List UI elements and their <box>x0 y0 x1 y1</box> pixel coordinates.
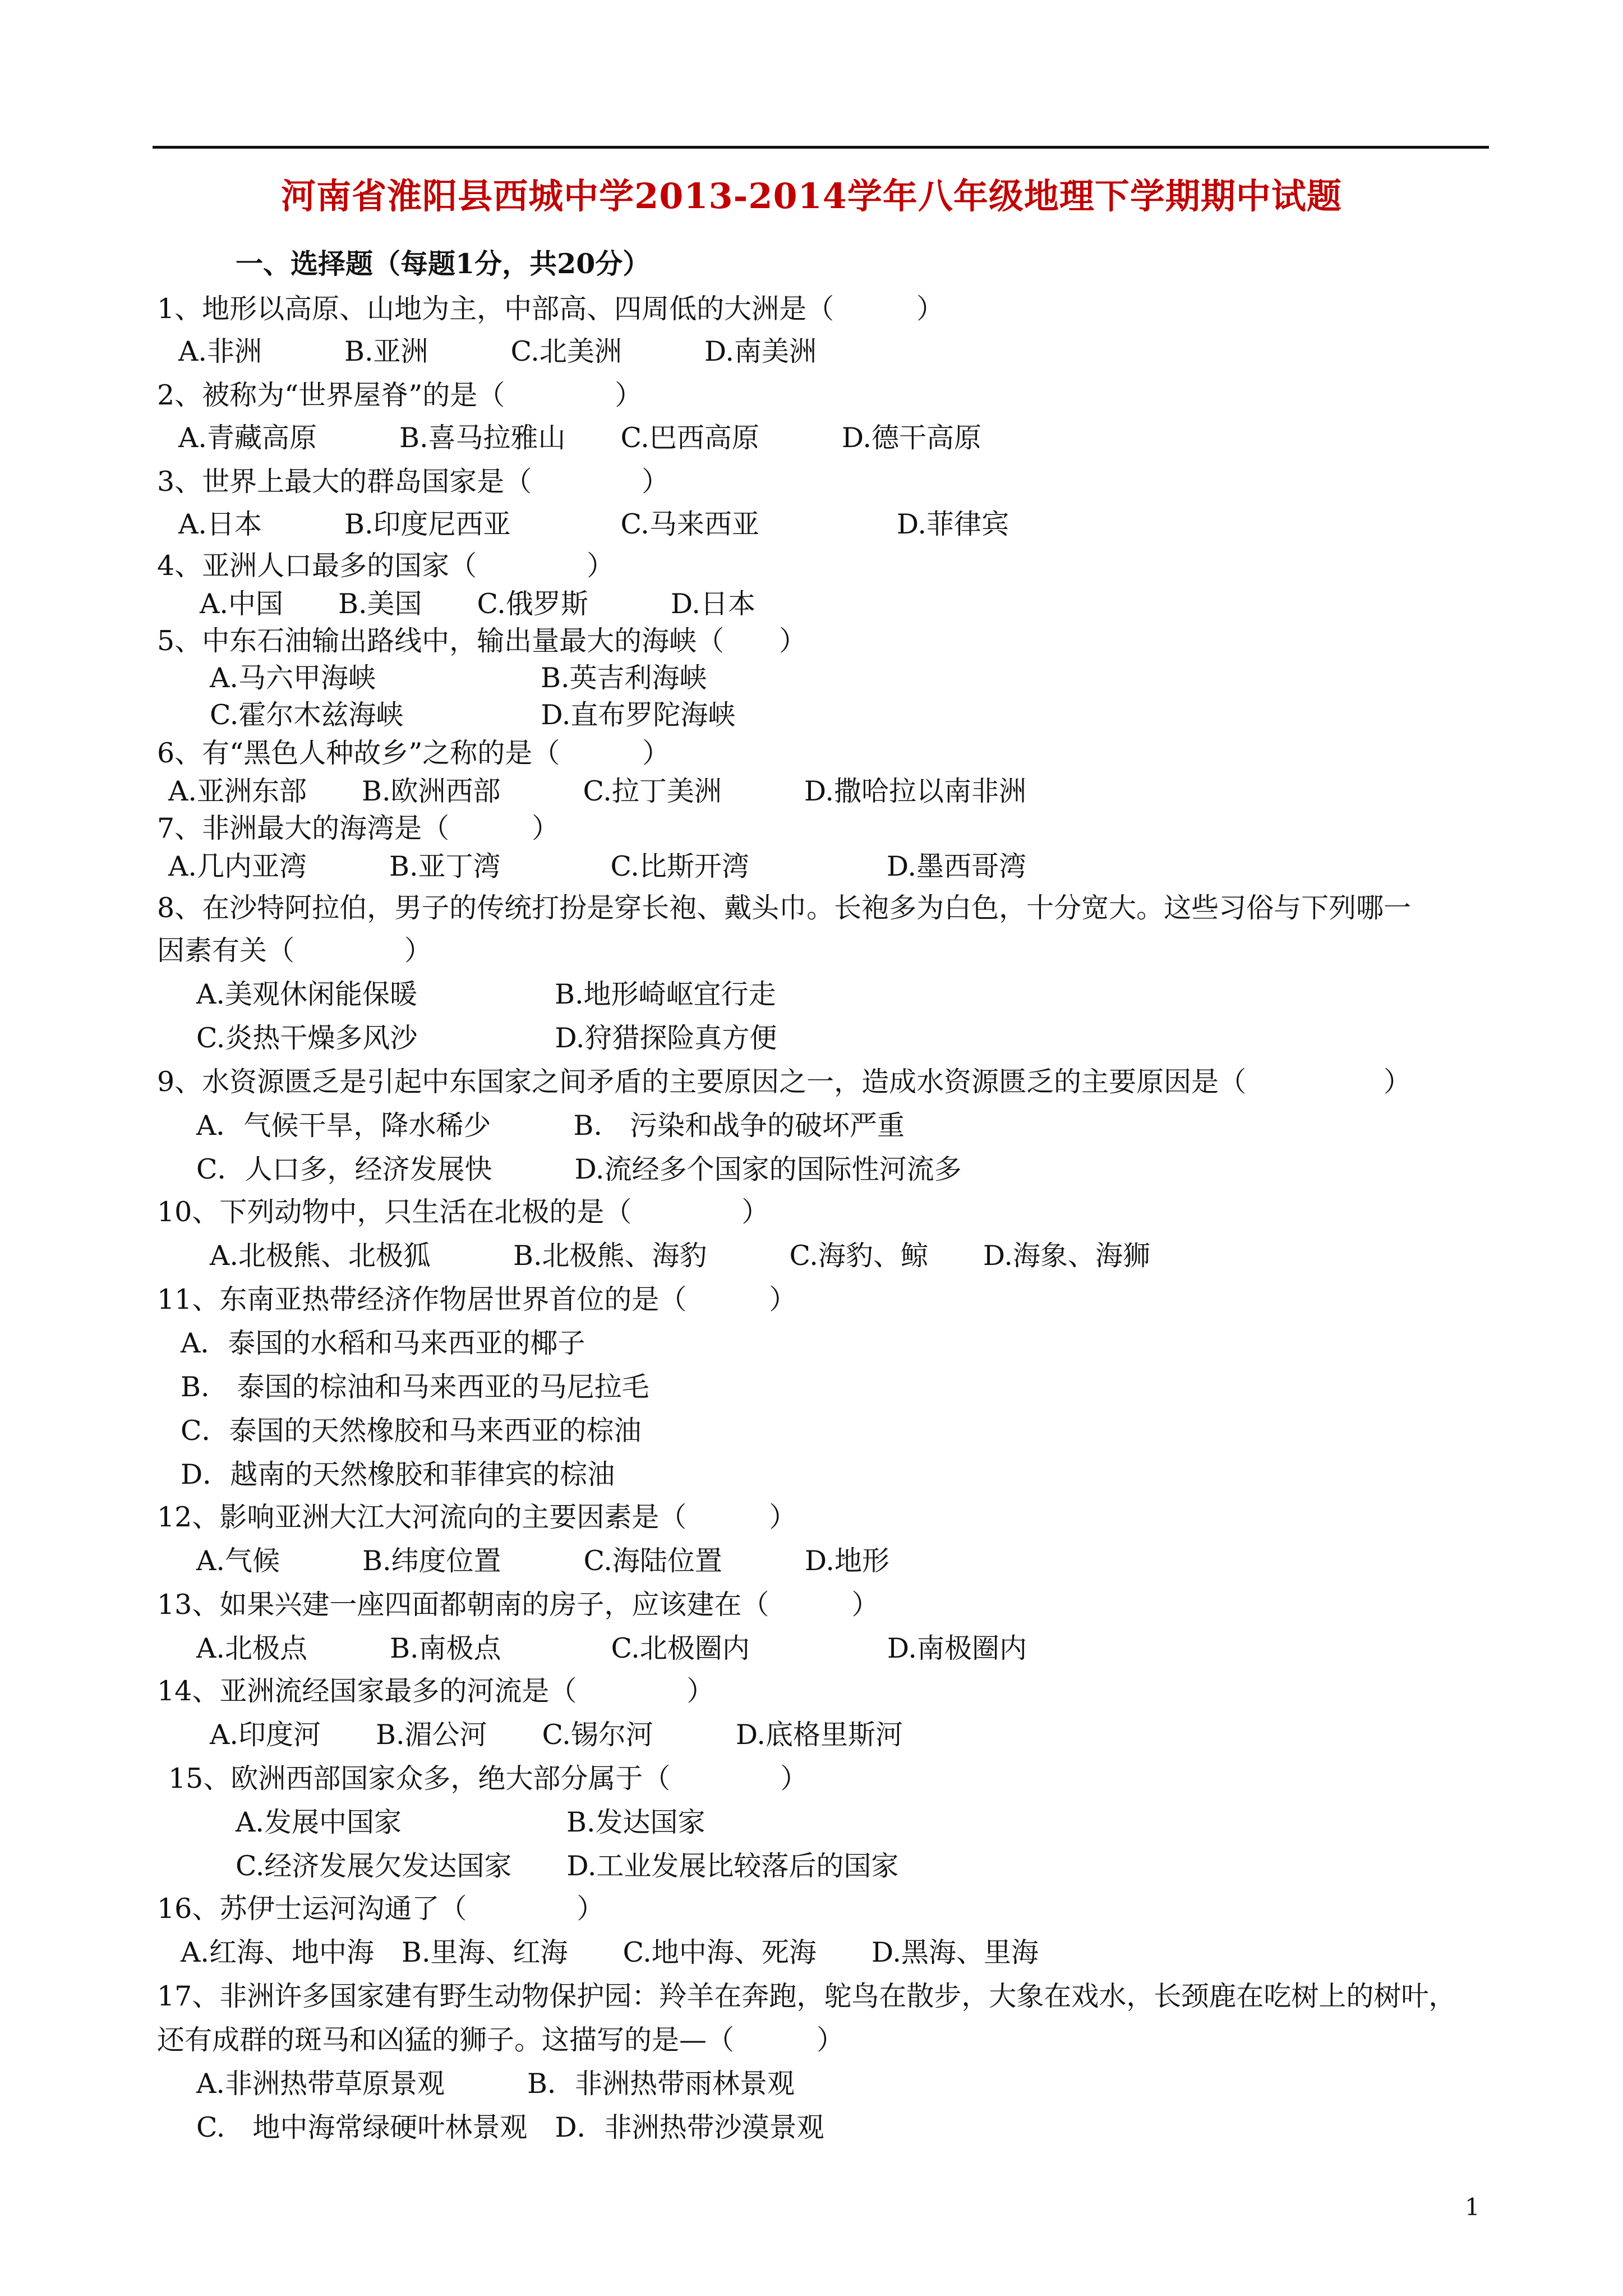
option-line: A.日本 B.印度尼西亚 C.马来西亚 D.菲律宾 <box>178 508 1009 540</box>
question-line: 还有成群的斑马和凶猛的狮子。这描写的是—（ ） <box>157 2024 845 2056</box>
option-line: A.几内亚湾 B.亚丁湾 C.比斯开湾 D.墨西哥湾 <box>168 850 1026 882</box>
section-heading: 一、选择题（每题1分，共20分） <box>236 247 651 280</box>
option-line: A.马六甲海峡 B.英吉利海峡 <box>210 662 707 694</box>
option-line: A.美观休闲能保暖 B.地形崎岖宜行走 <box>196 978 776 1010</box>
question-line: 8、在沙特阿拉伯，男子的传统打扮是穿长袍、戴头巾。长袍多为白色，十分宽大。这些习俗与下列哪一 <box>157 892 1412 924</box>
question-line: 12、影响亚洲大江大河流向的主要因素是（ ） <box>157 1501 797 1533</box>
question-line: 1、地形以高原、山地为主，中部高、四周低的大洲是（ ） <box>157 293 944 325</box>
question-line: 15、欧洲西部国家众多，绝大部分属于（ ） <box>168 1763 808 1795</box>
option-line: C.经济发展欠发达国家 D.工业发展比较落后的国家 <box>236 1850 899 1882</box>
question-line: 10、下列动物中，只生活在北极的是（ ） <box>157 1196 769 1228</box>
option-line: B. 泰国的棕油和马来西亚的马尼拉毛 <box>181 1371 649 1403</box>
header-rule <box>153 146 1489 149</box>
option-line: C．泰国的天然橡胶和马来西亚的棕油 <box>181 1415 642 1447</box>
question-line: 16、苏伊士运河沟通了（ ） <box>157 1893 605 1925</box>
option-line: C.炎热干燥多风沙 D.狩猎探险真方便 <box>196 1022 777 1054</box>
question-line: 4、亚洲人口最多的国家（ ） <box>157 550 615 582</box>
option-line: A.青藏高原 B.喜马拉雅山 C.巴西高原 D.德干高原 <box>178 422 981 454</box>
question-line: 13、如果兴建一座四面都朝南的房子，应该建在（ ） <box>157 1589 879 1621</box>
option-line: A．气候干旱，降水稀少 B. 污染和战争的破坏严重 <box>196 1110 905 1142</box>
question-line: 7、非洲最大的海湾是（ ） <box>157 812 560 844</box>
option-line: A．泰国的水稻和马来西亚的椰子 <box>181 1327 585 1359</box>
question-line: 5、中东石油输出路线中，输出量最大的海峡（ ） <box>157 625 807 657</box>
option-line: D．越南的天然橡胶和菲律宾的棕油 <box>181 1458 615 1490</box>
option-line: A.中国 B.美国 C.俄罗斯 D.日本 <box>200 588 755 620</box>
option-line: A.印度河 B.湄公河 C.锡尔河 D.底格里斯河 <box>210 1719 903 1751</box>
question-line: 2、被称为“世界屋脊”的是（ ） <box>157 379 643 411</box>
question-line: 11、东南亚热带经济作物居世界首位的是（ ） <box>157 1283 797 1315</box>
option-line: C. 地中海常绿硬叶林景观 D．非洲热带沙漠景观 <box>196 2111 824 2143</box>
option-line: A.亚洲东部 B.欧洲西部 C.拉丁美洲 D.撒哈拉以南非洲 <box>168 775 1026 807</box>
question-line: 3、世界上最大的群岛国家是（ ） <box>157 466 670 498</box>
option-line: A.北极熊、北极狐 B.北极熊、海豹 C.海豹、鲸 D.海象、海狮 <box>210 1240 1150 1272</box>
question-line: 6、有“黑色人种故乡”之称的是（ ） <box>157 737 670 769</box>
option-line: A.气候 B.纬度位置 C.海陆位置 D.地形 <box>196 1545 889 1577</box>
question-line: 14、亚洲流经国家最多的河流是（ ） <box>157 1675 714 1707</box>
option-line: A.红海、地中海 B.里海、红海 C.地中海、死海 D.黑海、里海 <box>181 1936 1039 1968</box>
question-line: 9、水资源匮乏是引起中东国家之间矛盾的主要原因之一，造成水资源匮乏的主要原因是（ ） <box>157 1066 1412 1098</box>
option-line: A.非洲热带草原景观 B．非洲热带雨林景观 <box>196 2068 795 2100</box>
option-line: C.霍尔木兹海峡 D.直布罗陀海峡 <box>210 699 736 731</box>
page-title: 河南省淮阳县西城中学2013-2014学年八年级地理下学期期中试题 <box>281 176 1342 217</box>
option-line: A.发展中国家 B.发达国家 <box>236 1806 706 1838</box>
option-line: C．人口多，经济发展快 D.流经多个国家的国际性河流多 <box>196 1153 962 1185</box>
page-number: 1 <box>1465 2193 1480 2221</box>
option-line: A.非洲 B.亚洲 C.北美洲 D.南美洲 <box>178 335 817 367</box>
question-line: 17、非洲许多国家建有野生动物保护园：羚羊在奔跑，鸵鸟在散步，大象在戏水，长颈鹿在吃树上的树叶， <box>157 1980 1456 2012</box>
question-line: 因素有关（ ） <box>157 935 432 967</box>
option-line: A.北极点 B.南极点 C.北极圈内 D.南极圈内 <box>196 1632 1027 1664</box>
